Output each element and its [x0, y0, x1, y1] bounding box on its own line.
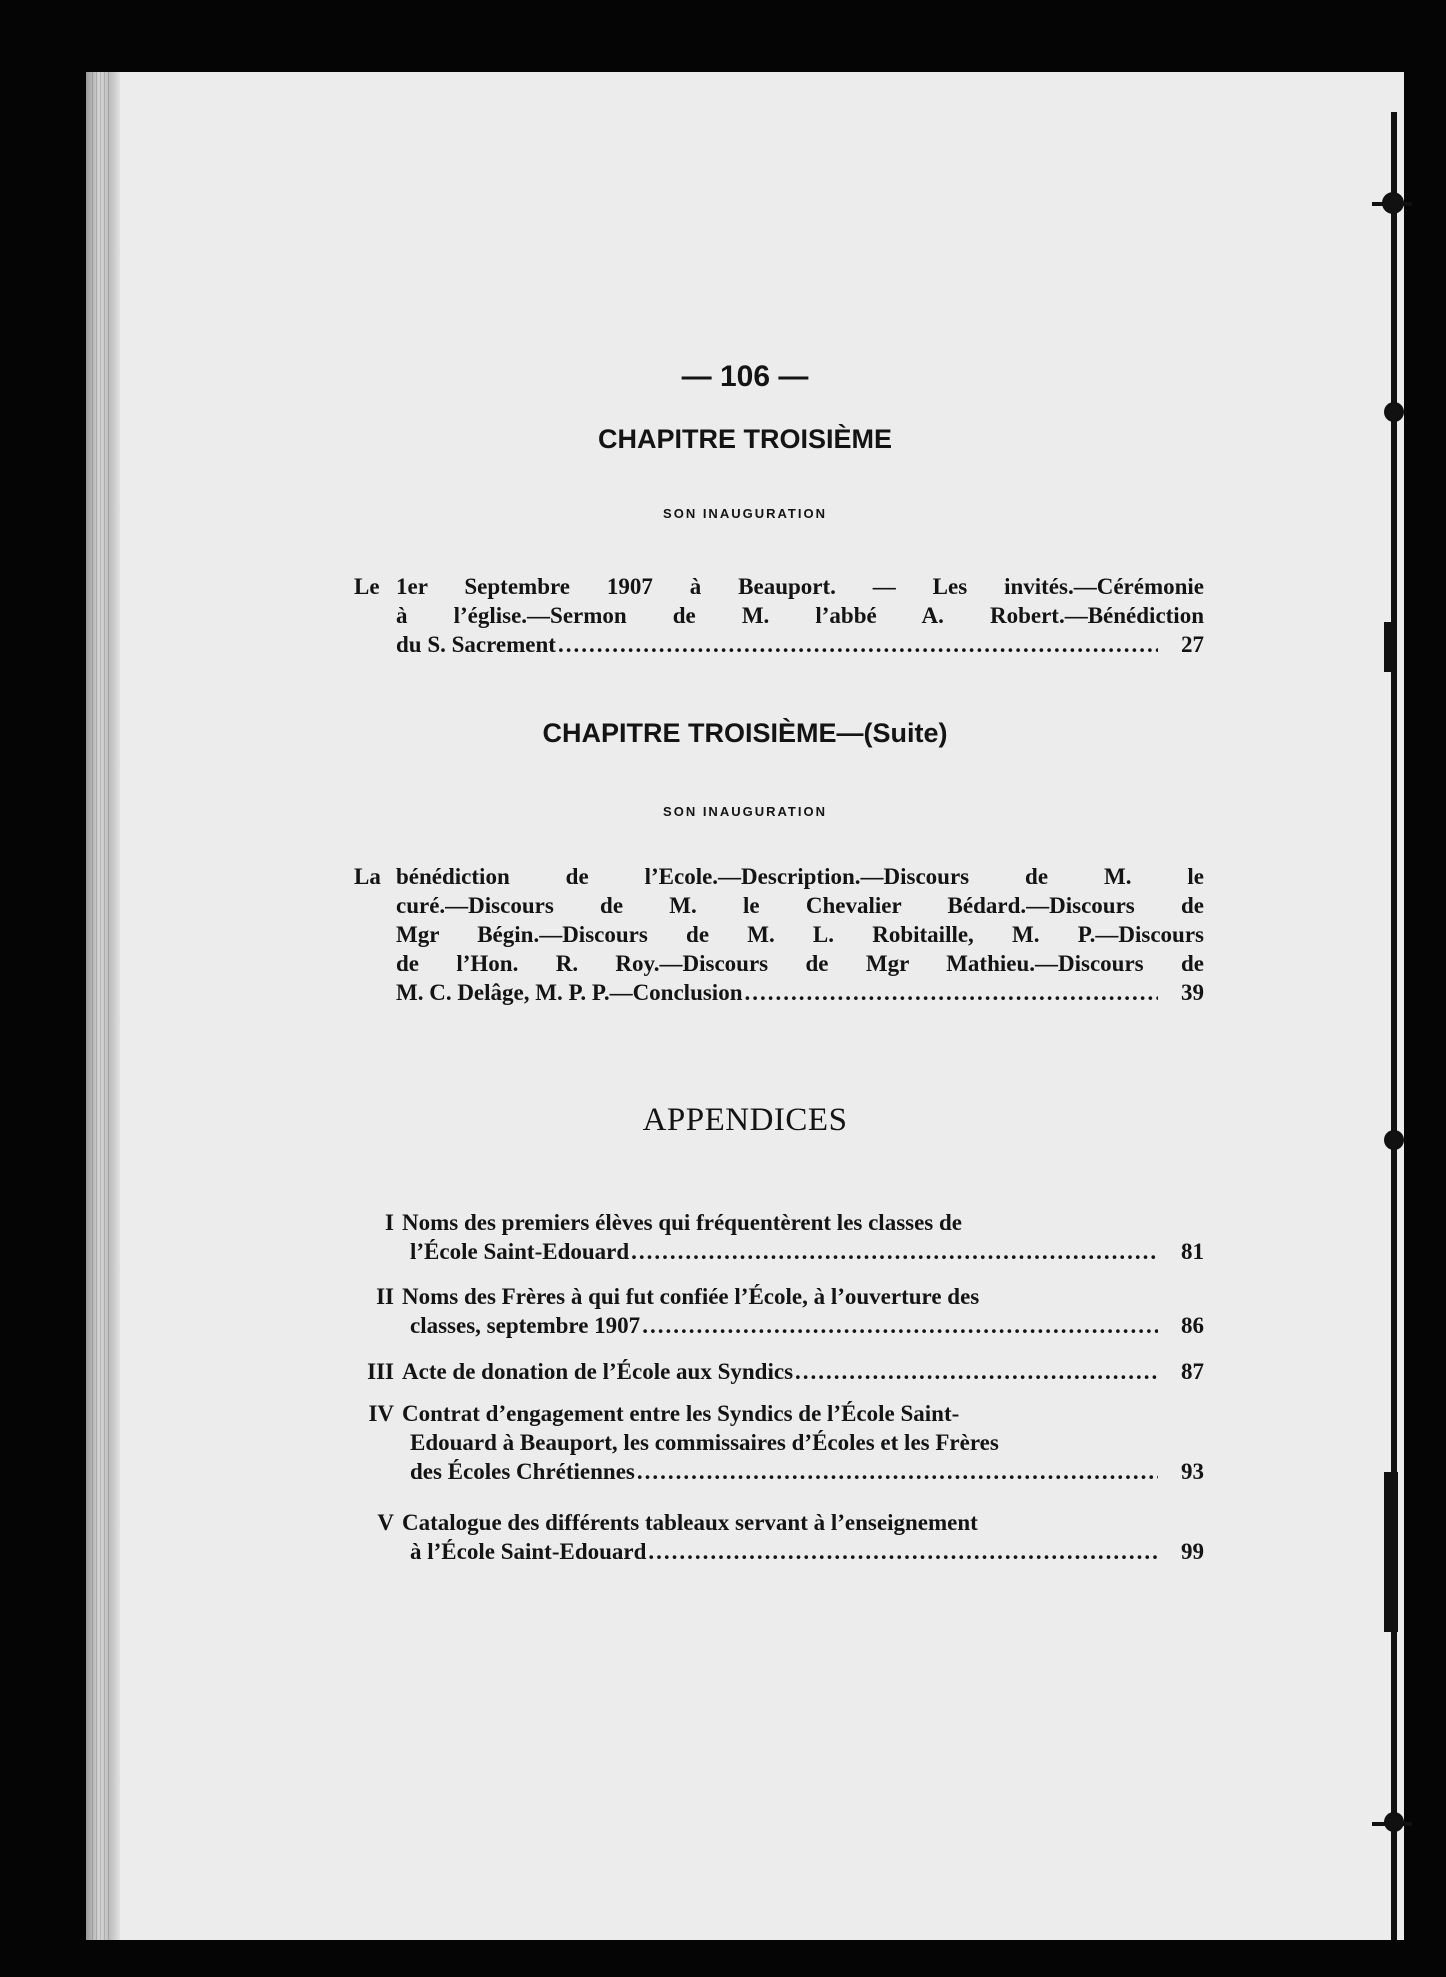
entry-lead: La	[354, 864, 381, 889]
entry-last-line	[402, 1237, 1204, 1266]
entry-text: à l’École Saint-Edouard	[410, 1539, 647, 1564]
appendix-entry	[354, 1508, 1204, 1566]
chapter-subtitle: SON INAUGURATION	[663, 804, 827, 819]
entry-text: classes, septembre 1907	[410, 1313, 641, 1338]
entry-text: du S. Sacrement	[396, 632, 556, 657]
scan-mark	[1372, 1822, 1412, 1826]
entry-text: l’École Saint-Edouard	[410, 1239, 630, 1264]
entry-last-line	[402, 1457, 1204, 1486]
entry-last-line	[402, 1357, 1204, 1386]
entry-line: Catalogue des différents tableaux servant à l’enseignement	[402, 1510, 978, 1535]
entry-page: 99	[1181, 1539, 1204, 1564]
dot-leader	[558, 630, 1158, 659]
scanned-page	[86, 72, 1404, 1940]
chapter-title: CHAPITRE TROISIÈME—(Suite)	[542, 718, 948, 748]
scan-mark	[1384, 622, 1394, 672]
entry-text: des Écoles Chrétiennes	[410, 1459, 635, 1484]
appendix-numeral: IV	[368, 1401, 394, 1426]
entry-line: Mgr Bégin.—Discours de M. L. Robitaille, M. P.—Discours	[396, 922, 1204, 947]
entry-last-line	[402, 1311, 1204, 1340]
appendix-entry	[354, 1282, 1204, 1340]
entry-last-line	[354, 978, 1204, 1007]
entry-lead: Le	[354, 574, 380, 599]
entry-text: Acte de donation de l’École aux Syndics	[402, 1359, 794, 1384]
entry-text: M. C. Delâge, M. P. P.—Conclusion	[396, 980, 743, 1005]
entry-line: Contrat d’engagement entre les Syndics de l’École Saint-	[402, 1401, 960, 1426]
dot-leader	[637, 1457, 1158, 1486]
entry-page: 81	[1181, 1239, 1204, 1264]
entry-line: Edouard à Beauport, les commissaires d’Écoles et les Frères	[410, 1430, 999, 1455]
appendix-entry	[354, 1208, 1204, 1266]
toc-entry	[354, 862, 1204, 1007]
appendix-entry	[354, 1399, 1204, 1486]
appendix-numeral: I	[385, 1210, 394, 1235]
appendices-heading: APPENDICES	[642, 1102, 848, 1138]
entry-line: Noms des premiers élèves qui fréquentèrent les classes de	[402, 1210, 963, 1235]
scan-mark	[1384, 1130, 1404, 1150]
entry-page: 39	[1181, 980, 1204, 1005]
appendix-numeral: III	[367, 1359, 394, 1384]
entry-line: Noms des Frères à qui fut confiée l’École, à l’ouverture des	[402, 1284, 980, 1309]
dot-leader	[795, 1357, 1158, 1386]
chapter-title: CHAPITRE TROISIÈME	[597, 424, 893, 454]
entry-page: 86	[1181, 1313, 1204, 1338]
entry-last-line	[354, 630, 1204, 659]
entry-last-line	[402, 1537, 1204, 1566]
dot-leader	[648, 1537, 1158, 1566]
chapter-subtitle: SON INAUGURATION	[663, 506, 827, 521]
entry-page: 27	[1181, 632, 1204, 657]
entry-page: 87	[1181, 1359, 1204, 1384]
scan-mark	[1372, 202, 1412, 206]
scan-mark	[1384, 1472, 1398, 1632]
entry-page: 93	[1181, 1459, 1204, 1484]
entry-line: curé.—Discours de M. le Chevalier Bédard.—Discours de	[396, 893, 1204, 918]
page-number: — 106 —	[681, 360, 809, 393]
entry-line: de l’Hon. R. Roy.—Discours de Mgr Mathieu.—Discours de	[396, 951, 1204, 976]
dot-leader	[745, 978, 1159, 1007]
entry-line: à l’église.—Sermon de M. l’abbé A. Robert.—Bénédiction	[396, 603, 1204, 628]
toc-entry	[354, 572, 1204, 659]
appendix-numeral: II	[376, 1284, 394, 1309]
appendix-entry	[354, 1357, 1204, 1386]
dot-leader	[642, 1311, 1158, 1340]
scan-mark	[1384, 402, 1404, 422]
table-of-contents	[86, 72, 1404, 1940]
entry-line: bénédiction de l’Ecole.—Description.—Discours de M. le	[396, 864, 1204, 889]
dot-leader	[631, 1237, 1158, 1266]
page-edge-rule	[1391, 112, 1397, 1940]
entry-line: 1er Septembre 1907 à Beauport. — Les invités.—Cérémonie	[396, 574, 1204, 599]
appendix-numeral: V	[377, 1510, 394, 1535]
